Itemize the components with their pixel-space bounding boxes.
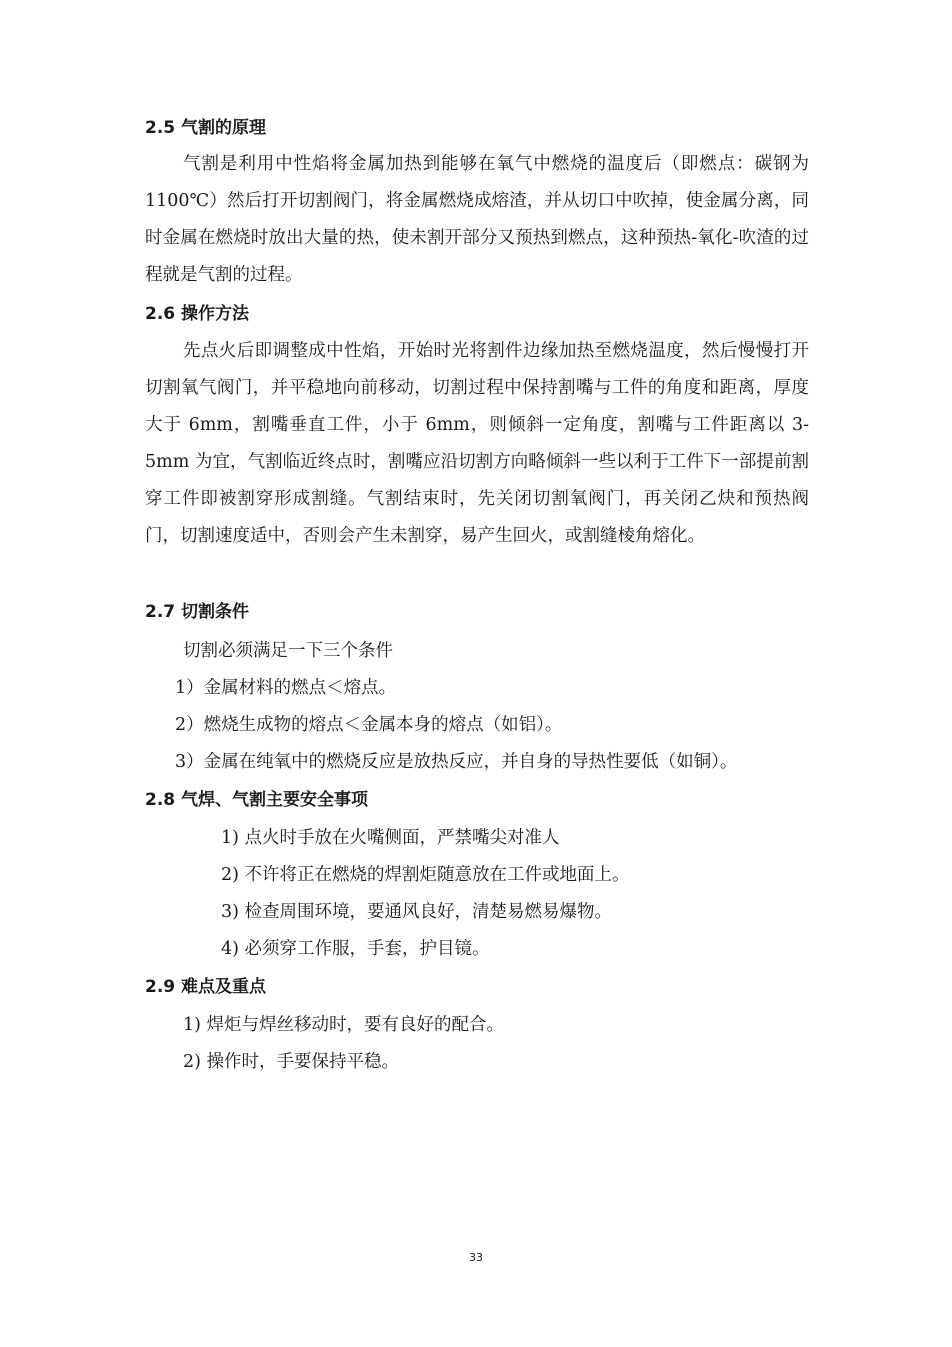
list-item: 1) 焊炬与焊丝移动时，要有良好的配合。 — [183, 1015, 505, 1035]
section-heading-2-9: 2.9 难点及重点 — [145, 977, 267, 997]
list-item: 3) 检查周围环境，要通风良好，清楚易燃易爆物。 — [221, 902, 613, 922]
section-intro-2-7: 切割必须满足一下三个条件 — [183, 641, 393, 661]
list-item: 2）燃烧生成物的熔点＜金属本身的熔点（如铝）。 — [175, 715, 563, 735]
section-body-2-6: 先点火后即调整成中性焰，开始时光将割件边缘加热至燃烧温度，然后慢慢打开切割氧气阀门，并平稳地向前移动，切割过程中保持割嘴与工件的角度和距离，厚度大于 6mm，割嘴垂直工件，小于 6mm，则倾斜一定角度，割嘴与工件距离以 3-5mm 为宜，气割临近终点时，割嘴应沿切割方向略倾斜一些以利于工件下一部提前割穿工件即被割穿形成割缝。气割结束时，先关闭切割氧阀门，再关闭乙炔和预热阀门，切割速度适中，否则会产生未割穿，易产生回火，或割缝棱角熔化。 — [145, 341, 809, 546]
section-body-2-5: 气割是利用中性焰将金属加热到能够在氧气中燃烧的温度后（即燃点：碳钢为 1100℃）然后打开切割阀门，将金属燃烧成熔渣，并从切口中吹掉，使金属分离，同时金属在燃烧时放出大量的热，使未割开部分又预热到燃点，这种预热-氧化-吹渣的过程就是气割的过程。 — [145, 154, 809, 285]
list-item: 1）金属材料的燃点＜熔点。 — [175, 678, 397, 698]
list-item: 2) 操作时，手要保持平稳。 — [183, 1052, 400, 1072]
list-item: 4) 必须穿工作服，手套，护目镜。 — [221, 939, 490, 959]
page-number: 33 — [469, 1251, 483, 1264]
section-heading-2-5: 2.5 气割的原理 — [145, 118, 267, 138]
section-heading-2-6: 2.6 操作方法 — [145, 304, 250, 324]
list-item: 1) 点火时手放在火嘴侧面，严禁嘴尖对准人 — [221, 828, 560, 848]
list-item: 2) 不许将正在燃烧的焊割炬随意放在工件或地面上。 — [221, 865, 630, 885]
section-heading-2-7: 2.7 切割条件 — [145, 602, 250, 622]
list-item: 3）金属在纯氧中的燃烧反应是放热反应，并自身的导热性要低（如铜）。 — [175, 752, 738, 772]
section-heading-2-8: 2.8 气焊、气割主要安全事项 — [145, 790, 369, 810]
